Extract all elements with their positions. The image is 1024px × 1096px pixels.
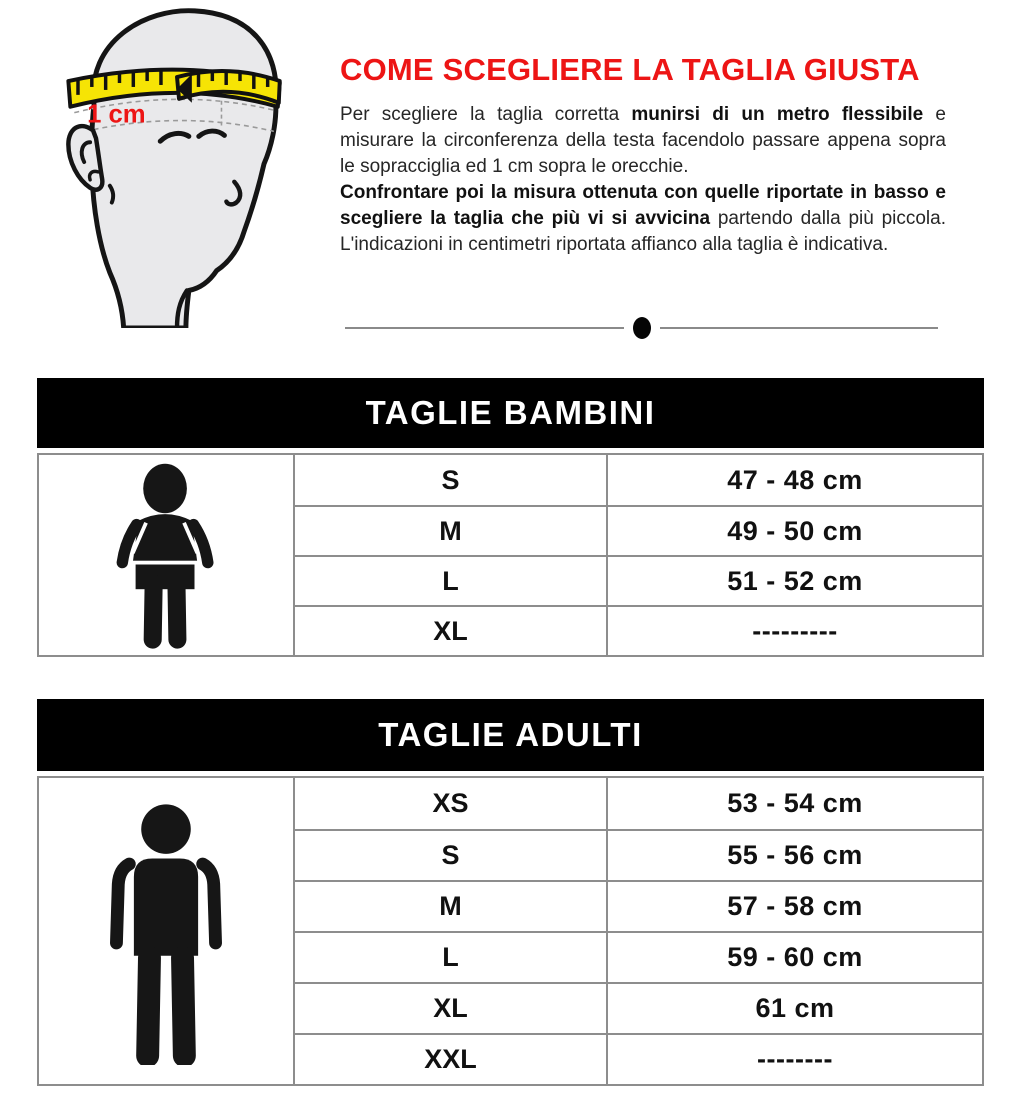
adulti-table-title: TAGLIE ADULTI	[37, 699, 984, 771]
bambini-value-M: 49 - 50 cm	[608, 505, 982, 555]
bambini-size-M: M	[295, 505, 608, 555]
p2-bold: Confrontare poi la misura ottenuta con quelle riportate in basso e scegliere la taglia che più vi si avvicina	[340, 181, 946, 229]
adulti-value-XL: 61 cm	[608, 982, 982, 1033]
adulti-size-XL: XL	[295, 982, 608, 1033]
bambini-table-title: TAGLIE BAMBINI	[37, 378, 984, 448]
p2-post: partendo dalla più piccola. L'indicazioni in centimetri riportata affianco alla taglia è indicativa.	[340, 207, 947, 255]
page-title: COME SCEGLIERE LA TAGLIA GIUSTA	[340, 52, 920, 87]
adulti-size-XXL: XXL	[295, 1033, 608, 1084]
p1-bold: munirsi di un metro flessibile	[631, 103, 924, 125]
adulti-value-M: 57 - 58 cm	[608, 880, 982, 931]
adulti-value-S: 55 - 56 cm	[608, 829, 982, 880]
adulti-value-L: 59 - 60 cm	[608, 931, 982, 982]
adulti-size-XS: XS	[295, 778, 608, 829]
adulti-value-XXL: --------	[608, 1033, 982, 1084]
bambini-size-table	[37, 378, 984, 657]
adulti-size-M: M	[295, 880, 608, 931]
divider-line-left	[345, 327, 624, 329]
adulti-table-body	[37, 776, 984, 1086]
divider-dot	[633, 317, 651, 339]
intro-section	[0, 0, 1024, 330]
bambini-size-L: L	[295, 555, 608, 605]
adulti-size-table	[37, 699, 984, 1086]
adulti-size-L: L	[295, 931, 608, 982]
one-cm-label: 1 cm	[87, 100, 146, 129]
child-icon	[39, 455, 295, 655]
intro-paragraph-2	[340, 180, 946, 258]
bambini-table-body	[37, 453, 984, 657]
adulti-value-XS: 53 - 54 cm	[727, 788, 863, 818]
p1-post: e misurare la circonferenza della testa facendolo passare appena sopra le sopracciglia ed 1 cm sopra le orecchie.	[340, 103, 946, 177]
adult-icon	[39, 778, 295, 1084]
bambini-value-L: 51 - 52 cm	[608, 555, 982, 605]
bambini-value-S: 47 - 48 cm	[727, 464, 863, 495]
bambini-size-XL: XL	[295, 605, 608, 655]
bambini-value-XL: ---------	[608, 605, 982, 655]
head-with-measuring-tape-icon	[28, 2, 330, 328]
p1-pre: Per scegliere la taglia corretta	[340, 103, 632, 125]
adulti-size-S: S	[295, 829, 608, 880]
divider-line-right	[660, 327, 939, 329]
ear-outline	[68, 126, 102, 190]
bambini-size-S: S	[295, 455, 608, 505]
intro-paragraph-1	[340, 102, 946, 180]
